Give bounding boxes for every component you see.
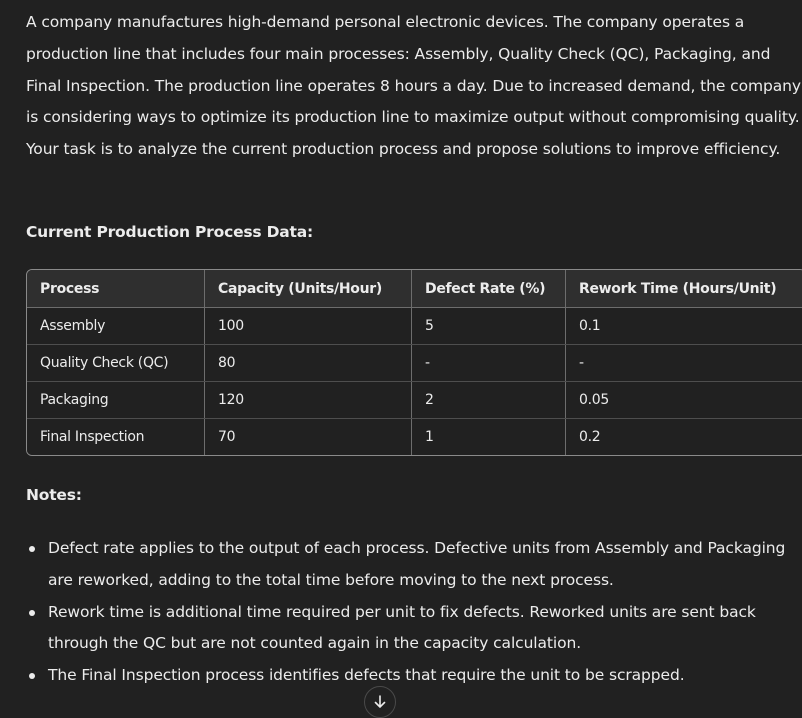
column-header-defect-rate: Defect Rate (%) [412,270,566,308]
list-item [26,597,796,661]
cell-capacity: 80 [205,345,412,382]
cell-process: Packaging [27,382,205,419]
bullet-icon [29,610,35,616]
cell-defect-rate: - [412,345,566,382]
column-header-capacity: Capacity (Units/Hour) [205,270,412,308]
intro-paragraph: A company manufactures high-demand personal electronic devices. The company operates a production line that includes four main processes: Assembly, Quality Check (QC), Packaging, and Final Inspection. The production line operates 8 hours a day. Due to increased demand, the company is considering ways to optimize its production line to maximize output without compromising quality. Your task is to analyze the current production process and propose solutions to improve efficiency. [26,0,802,166]
cell-rework-time: - [566,345,802,382]
cell-process: Quality Check (QC) [27,345,205,382]
bullet-icon [29,673,35,679]
note-text: The Final Inspection process identifies defects that require the unit to be scrapped. [48,666,685,684]
note-text: Defect rate applies to the output of each process. Defective units from Assembly and Packaging are reworked, adding to the total time before moving to the next process. [48,539,785,589]
cell-rework-time: 0.05 [566,382,802,419]
cell-rework-time: 0.1 [566,308,802,345]
note-text: Rework time is additional time required per unit to fix defects. Reworked units are sent back through the QC but are not counted again in the capacity calculation. [48,603,756,653]
table-row [27,382,802,419]
column-header-rework-time: Rework Time (Hours/Unit) [566,270,802,308]
notes-heading: Notes: [26,485,82,505]
cell-defect-rate: 1 [412,419,566,456]
cell-defect-rate: 2 [412,382,566,419]
scroll-to-bottom-button[interactable] [364,686,396,718]
bullet-icon [29,546,35,552]
cell-capacity: 100 [205,308,412,345]
cell-process: Assembly [27,308,205,345]
list-item [26,660,796,692]
table-header-row [27,270,802,308]
table-row [27,308,802,345]
data-heading: Current Production Process Data: [26,222,313,242]
arrow-down-icon [373,695,387,709]
cell-process: Final Inspection [27,419,205,456]
message-content [26,0,802,166]
list-item [26,533,796,597]
column-header-process: Process [27,270,205,308]
production-table [26,269,802,456]
table-row [27,419,802,456]
table-row [27,345,802,382]
cell-capacity: 120 [205,382,412,419]
notes-list [26,533,796,692]
cell-rework-time: 0.2 [566,419,802,456]
cell-capacity: 70 [205,419,412,456]
cell-defect-rate: 5 [412,308,566,345]
